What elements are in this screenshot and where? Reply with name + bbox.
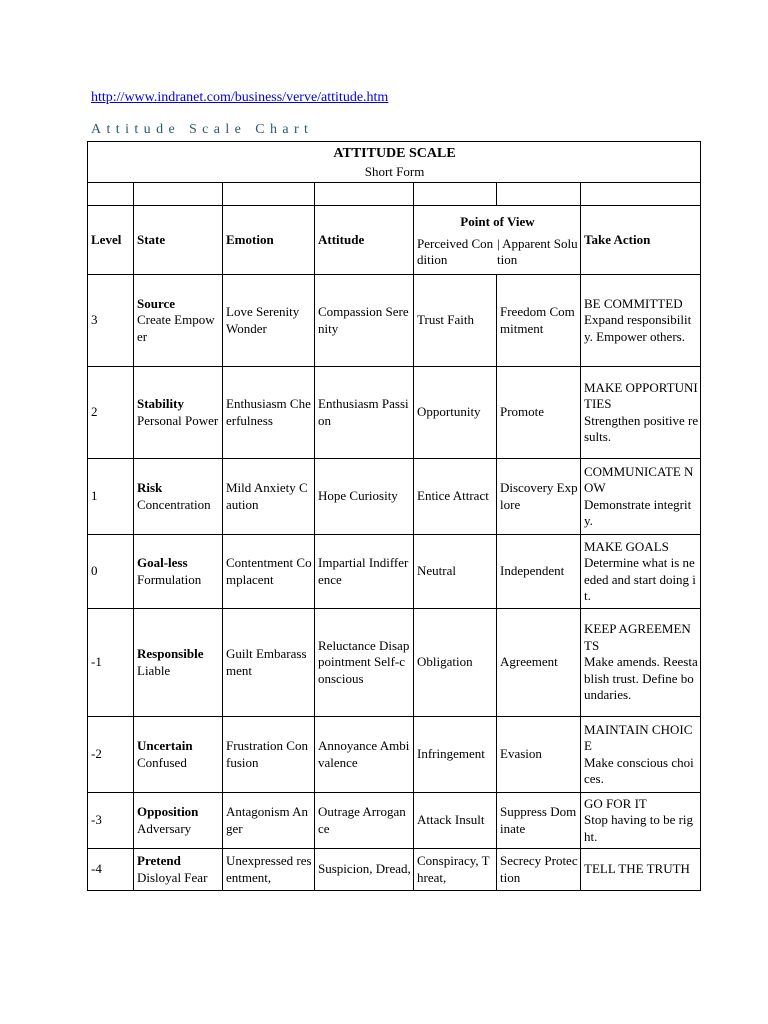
header-emotion: Emotion [223, 206, 315, 275]
perceived-condition-value: Neutral [417, 563, 456, 579]
take-action-cell [581, 275, 701, 367]
level-cell [88, 849, 134, 891]
action-heading: TELL THE TRUTH [584, 861, 690, 877]
state-cell [134, 717, 223, 793]
perceived-condition-cell [414, 717, 497, 793]
emotion-value: Frustration Confusion [226, 738, 308, 770]
apparent-solution-value: Evasion [500, 746, 542, 762]
take-action-cell [581, 535, 701, 609]
take-action-cell [581, 459, 701, 535]
source-url-link[interactable]: http://www.indranet.com/business/verve/attitude.htm [91, 90, 389, 105]
attitude-cell [315, 275, 414, 367]
table-row [88, 609, 701, 717]
level-value: 3 [91, 312, 98, 328]
state-detail: Adversary [137, 820, 192, 836]
state-name: Risk [137, 480, 163, 495]
emotion-value: Mild Anxiety Caution [226, 480, 308, 512]
level-value: -1 [91, 654, 102, 670]
attitude-value: Impartial Indifference [318, 555, 409, 587]
perceived-condition-cell [414, 459, 497, 535]
apparent-solution-value: Freedom Commitment [500, 304, 575, 336]
table-row [88, 793, 701, 849]
take-action-cell [581, 793, 701, 849]
apparent-solution-cell [497, 717, 581, 793]
attitude-cell [315, 793, 414, 849]
action-detail: Determine what is needed and start doing it. [584, 555, 696, 603]
action-heading: MAKE OPPORTUNITIES [584, 379, 698, 411]
action-detail: Strengthen positive results. [584, 412, 699, 444]
perceived-condition-cell [414, 535, 497, 609]
apparent-solution-value: Discovery Explore [500, 480, 578, 512]
point-of-view-title: Point of View [460, 213, 535, 229]
take-action-cell [581, 717, 701, 793]
attitude-cell [315, 535, 414, 609]
apparent-solution-cell [497, 459, 581, 535]
table-title: ATTITUDE SCALE [333, 146, 456, 161]
level-value: -3 [91, 812, 102, 828]
level-cell [88, 459, 134, 535]
state-detail: Liable [137, 662, 171, 678]
state-detail: Disloyal Fear [137, 869, 208, 885]
emotion-cell [223, 367, 315, 459]
perceived-condition-value: Obligation [417, 654, 473, 670]
emotion-cell [223, 793, 315, 849]
perceived-condition-cell [414, 275, 497, 367]
attitude-value: Hope Curiosity [318, 488, 398, 504]
level-cell [88, 717, 134, 793]
level-value: 1 [91, 488, 98, 504]
apparent-solution-cell [497, 609, 581, 717]
state-name: Responsible [137, 646, 204, 661]
emotion-cell [223, 849, 315, 891]
table-title-row [88, 142, 701, 183]
apparent-solution-value: Promote [500, 404, 545, 420]
perceived-condition-cell [414, 793, 497, 849]
perceived-condition-value: Infringement [417, 746, 485, 762]
state-cell [134, 609, 223, 717]
level-cell [88, 275, 134, 367]
state-cell [134, 535, 223, 609]
emotion-value: Guilt Embarassment [226, 646, 307, 678]
header-apparent-solution: | Apparent Solution [497, 235, 578, 267]
state-name: Goal-less [137, 555, 188, 570]
state-detail: Confused [137, 754, 187, 770]
emotion-cell [223, 459, 315, 535]
action-detail: Make conscious choices. [584, 754, 694, 786]
action-detail: Demonstrate integrity. [584, 496, 692, 528]
emotion-value: Enthusiasm Cheerfulness [226, 396, 311, 428]
perceived-condition-value: Trust Faith [417, 312, 474, 328]
level-cell [88, 609, 134, 717]
action-heading: COMMUNICATE NOW [584, 463, 694, 495]
action-detail: Make amends. Reestablish trust. Define boundaries. [584, 654, 698, 703]
header-attitude: Attitude [315, 206, 414, 275]
table-row [88, 535, 701, 609]
emotion-value: Antagonism Anger [226, 804, 308, 836]
action-heading: MAKE GOALS [584, 538, 669, 554]
emotion-cell [223, 609, 315, 717]
emotion-cell [223, 275, 315, 367]
level-value: -2 [91, 746, 102, 762]
emotion-cell [223, 535, 315, 609]
table-row [88, 717, 701, 793]
apparent-solution-value: Secrecy Protection [500, 853, 578, 885]
apparent-solution-value: Suppress Dominate [500, 804, 577, 836]
state-name: Stability [137, 396, 184, 411]
take-action-cell [581, 849, 701, 891]
header-take-action: Take Action [581, 206, 701, 275]
attitude-scale-table [87, 141, 701, 891]
state-cell [134, 459, 223, 535]
apparent-solution-cell [497, 367, 581, 459]
perceived-condition-cell [414, 849, 497, 891]
action-detail: Expand responsibility. Empower others. [584, 312, 692, 344]
header-state: State [134, 206, 223, 275]
attitude-value: Enthusiasm Passion [318, 396, 409, 428]
perceived-condition-value: Entice Attract [417, 488, 489, 504]
state-cell [134, 275, 223, 367]
blank-row [88, 183, 701, 206]
attitude-cell [315, 367, 414, 459]
action-heading: BE COMMITTED [584, 295, 683, 311]
apparent-solution-cell [497, 535, 581, 609]
state-cell [134, 793, 223, 849]
perceived-condition-value: Conspiracy, Threat, [417, 853, 490, 885]
attitude-value: Suspicion, Dread, [318, 861, 411, 877]
header-level: Level [88, 206, 134, 275]
perceived-condition-value: Attack Insult [417, 812, 485, 828]
state-name: Pretend [137, 853, 181, 868]
apparent-solution-cell [497, 849, 581, 891]
take-action-cell [581, 367, 701, 459]
emotion-value: Contentment Complacent [226, 555, 312, 587]
attitude-value: Compassion Serenity [318, 304, 409, 336]
column-header-row [88, 206, 701, 275]
level-cell [88, 367, 134, 459]
table-subtitle: Short Form [364, 164, 425, 179]
table-row [88, 367, 701, 459]
attitude-cell [315, 609, 414, 717]
table-row [88, 275, 701, 367]
emotion-value: Love Serenity Wonder [226, 304, 300, 336]
level-value: -4 [91, 861, 102, 877]
action-detail: Stop having to be right. [584, 812, 694, 844]
level-cell [88, 535, 134, 609]
table-row [88, 459, 701, 535]
perceived-condition-value: Opportunity [417, 404, 481, 420]
attitude-cell [315, 459, 414, 535]
state-cell [134, 849, 223, 891]
table-row [88, 849, 701, 891]
apparent-solution-cell [497, 793, 581, 849]
perceived-condition-cell [414, 609, 497, 717]
action-heading: KEEP AGREEMENTS [584, 621, 691, 653]
header-perceived-condition: Perceived Condition [417, 235, 494, 267]
state-detail: Create Empower [137, 312, 215, 344]
perceived-condition-cell [414, 367, 497, 459]
state-cell [134, 367, 223, 459]
action-heading: GO FOR IT [584, 795, 647, 811]
level-value: 2 [91, 404, 98, 420]
apparent-solution-value: Independent [500, 563, 565, 579]
state-detail: Concentration [137, 496, 211, 512]
action-heading: MAINTAIN CHOICE [584, 721, 693, 753]
attitude-value: Outrage Arrogance [318, 804, 406, 836]
chart-heading: Attitude Scale Chart [91, 122, 314, 137]
attitude-cell [315, 717, 414, 793]
state-name: Uncertain [137, 738, 193, 753]
state-detail: Personal Power [137, 412, 219, 428]
header-point-of-view [414, 206, 581, 275]
attitude-value: Reluctance Disappointment Self-conscious [318, 637, 410, 686]
state-name: Source [137, 295, 176, 311]
apparent-solution-value: Agreement [500, 654, 558, 670]
apparent-solution-cell [497, 275, 581, 367]
attitude-value: Annoyance Ambivalence [318, 738, 410, 770]
level-value: 0 [91, 563, 98, 579]
state-name: Opposition [137, 804, 199, 819]
take-action-cell [581, 609, 701, 717]
state-detail: Formulation [137, 571, 202, 587]
emotion-value: Unexpressed resentment, [226, 853, 312, 885]
attitude-cell [315, 849, 414, 891]
emotion-cell [223, 717, 315, 793]
level-cell [88, 793, 134, 849]
